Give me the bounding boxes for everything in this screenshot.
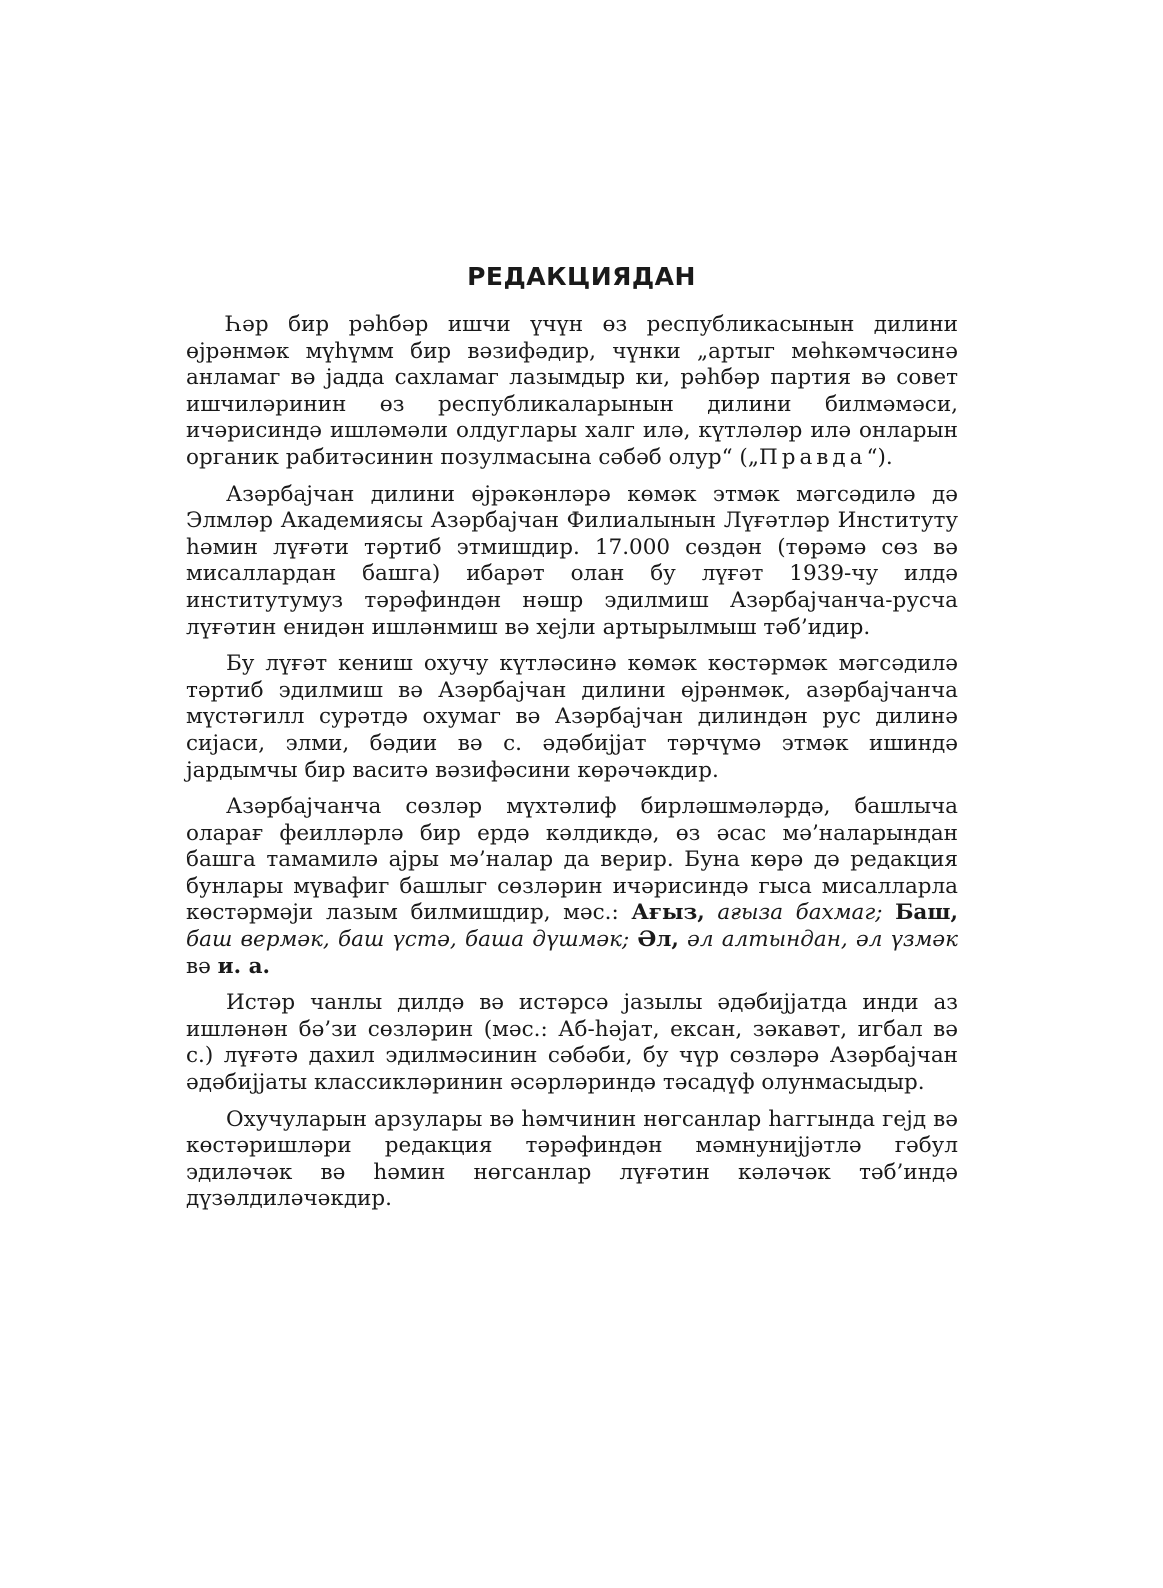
- page-title: РЕДАКЦИЯДАН: [467, 262, 696, 291]
- paragraph-1: [186, 312, 958, 472]
- example-conjunction: вә: [186, 953, 211, 979]
- paragraph-4-text: Азәрбајчанча сөзләр мүхтәлиф бирләшмәләрдә, башлыча оларағ феилләрлә бир ердә кәлдикдә, өз әсас мә’наларындан башга тамамилә ајры мә’налар да верир. Буна көрә дә редакция бунлары мүвафиг башлыг сөзләрин ичәрисиндә гыса мисалларла көстәрмәји лазым билмишдир, мәс.:: [186, 794, 958, 926]
- example-phrase-bash: баш вермәк, баш үстә, баша дүшмәк;: [186, 927, 630, 953]
- paragraph-1-text: Һәр бир рәһбәр ишчи үчүн өз республикасынын дилини өјрәнмәк мүһүмм бир вәзифәдир, чүнки „артыг мөһкәмчәсинә анламаг вә јадда сахламаг лазымдыр ки, рәһбәр партия вә совет ишчиләринин өз республикаларынын дилини билмәмәси, ичәрисиндә ишләмәли олдуглары халг илә, күтләләр илә онларын органик рабитәсинин позулмасына сәбәб олур“ („: [186, 312, 958, 470]
- paragraph-1-tail: “).: [866, 444, 893, 470]
- paragraph-4: [186, 794, 958, 980]
- paragraph-2: Азәрбајчан дилини өјрәкәнләрә көмәк этмәк мәгсәдилә дә Элмләр Академиясы Азәрбајчан Филиалынын Лүғәтләр Институту һәмин лүғәти тәртиб этмишдир. 17.000 сөздән (төрәмә сөз вә мисаллардан башга) ибарәт олан бу лүғәт 1939-чу илдә институтумуз тәрәфиндән нәшр эдилмиш Азәрбајчанча-русча лүғәтин енидән ишләнмиш вә хејли артырылмыш тәб’идир.: [186, 481, 958, 640]
- example-etc: и. а.: [217, 953, 271, 979]
- example-headword-bash: Баш,: [895, 900, 958, 926]
- example-phrase-al: әл алтындан, әл үзмәк: [687, 927, 958, 953]
- example-phrase-agyz: ағыза бахмаг;: [717, 900, 883, 926]
- paragraph-3: Бу лүғәт кениш охучу күтләсинә көмәк көстәрмәк мәгсәдилә тәртиб эдилмиш вә Азәрбајчан дилини өјрәнмәк, азәрбајчанча мүстәгилл сурәтдә охумаг вә Азәрбајчан дилиндән рус дилинә сијаси, элми, бәдии вә с. әдәбијјат тәрчүмә этмәк ишиндә јардымчы бир васитә вәзифәсини көрәчәкдир.: [186, 651, 958, 783]
- pravda-citation: Правда: [758, 444, 867, 470]
- example-headword-al: Әл,: [637, 927, 679, 953]
- paragraph-5: Истәр чанлы дилдә вә истәрсә јазылы әдәбијјатда инди аз ишләнән бә’зи сөзләрин (мәс.: Аб-һәјат, ексан, зәкавәт, игбал вә с.) лүғәтә дахил эдилмәсинин сәбәби, бу чүр сөзләрә Азәрбајчан әдәбијјаты классикләринин әсәрләриндә тәсадүф олунмасыдыр.: [186, 990, 958, 1096]
- paragraph-6: Охучуларын арзулары вә һәмчинин нөгсанлар һаггында гејд вә көстәришләри редакция тәрәфиндән мәмнунијјәтлә гәбул эдиләчәк вә һәмин нөгсанлар лүғәтин кәләчәк тәб’индә дүзәлдиләчәкдир.: [186, 1106, 958, 1212]
- document-body: [186, 312, 958, 1223]
- example-headword-agyz: Ағыз,: [631, 900, 705, 926]
